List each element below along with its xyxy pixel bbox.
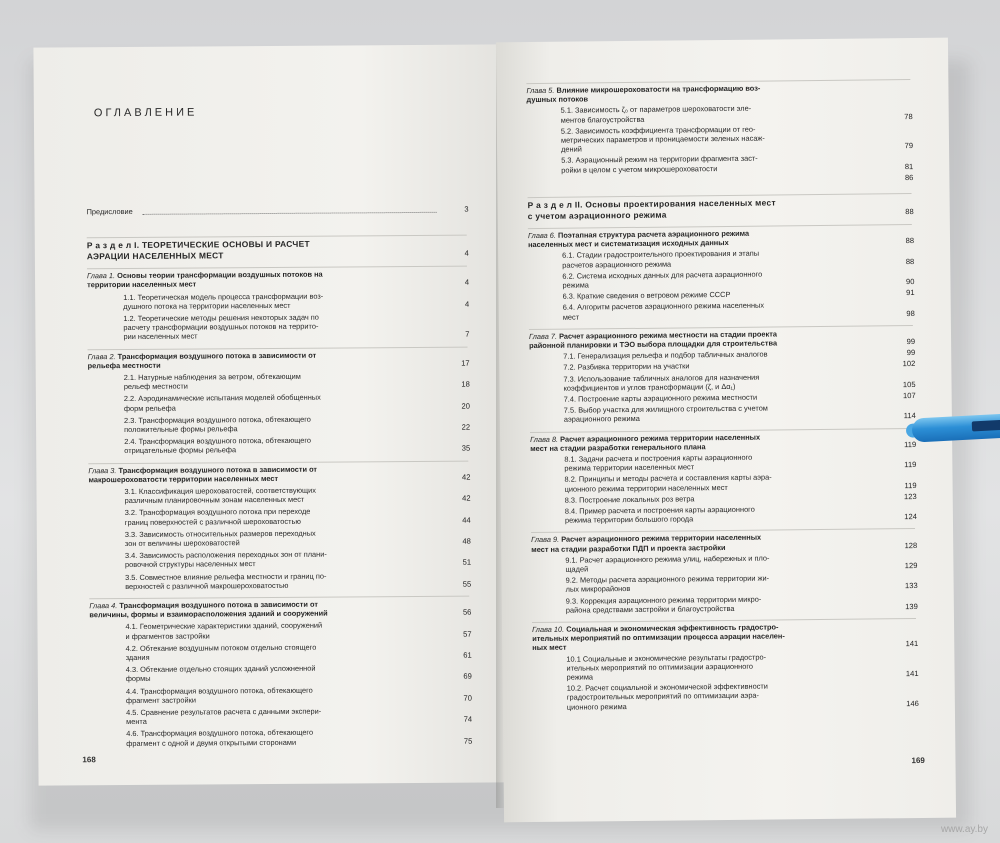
- page-number: 114: [903, 411, 916, 421]
- toc-entry-line: ительных мероприятий по оптимизации аэрационного: [566, 661, 754, 673]
- toc-entry-line: 3.5. Совместное влияние рельефа местности и границ по-: [125, 571, 327, 582]
- toc-entry-chapter: [89, 599, 439, 620]
- toc-entry-line: 4.6. Трансформация воздушного потока, обтекающего: [126, 728, 314, 739]
- toc-entry-chapter: [88, 349, 438, 370]
- toc-entry-line: Р а з д е л I. ТЕОРЕТИЧЕСКИЕ ОСНОВЫ И РАСЧЕТ: [86, 238, 310, 251]
- toc-entry-sub: [561, 153, 881, 175]
- toc-entry-sub: [124, 414, 438, 435]
- toc-entry-line: 2.4. Трансформация воздушного потока, обтекающего: [124, 435, 312, 447]
- page-number: 99: [906, 348, 916, 358]
- toc-entry-line: 5.2. Зависимость коэффициента трансформации от гео-: [560, 124, 756, 136]
- toc-entry-line: рельеф местности: [123, 381, 188, 392]
- chapter-label: Глава 3.: [88, 465, 119, 475]
- page-number: 119: [904, 460, 917, 470]
- toc-entry-line: ных мест: [532, 643, 567, 653]
- toc-entry-line: 6.3. Краткие сведения о ветровом режиме СССР: [562, 290, 731, 301]
- toc-entry-sub: [126, 663, 440, 684]
- chapter-label: Глава 6.: [527, 230, 559, 241]
- toc-entry-line: величины, формы и взаиморасположения зданий и сооружений: [89, 608, 328, 620]
- page-number: 141: [905, 668, 919, 679]
- toc-entry-line: душных потоков: [526, 94, 589, 105]
- toc-entry-sub: [124, 392, 438, 413]
- toc-entry-line: 2.1. Натурные наблюдения за ветром, обтекающим: [123, 371, 301, 383]
- toc-entry-line: режима: [562, 280, 589, 290]
- toc-entry-line: 2.3. Трансформация воздушного потока, обтекающего: [124, 414, 311, 425]
- toc-entry-line: и фрагментов застройки: [125, 631, 210, 641]
- toc-entry-sub: [125, 570, 439, 591]
- toc-entry-line: макрошероховатости территории населенных мест: [88, 473, 279, 485]
- toc-entry-line: фрагмент с одной и двумя открытыми сторонами: [126, 737, 297, 748]
- page-number: 123: [903, 491, 917, 501]
- chapter-title: Социальная и экономическая эффективность градостро-: [566, 622, 779, 634]
- toc-entry-chapter: [530, 431, 884, 453]
- page-number: 128: [904, 540, 918, 550]
- right-page: [496, 38, 956, 823]
- toc-entry-line: 9.2. Методы расчета аэрационного режима территории жи-: [565, 573, 770, 585]
- page-number: 61: [463, 650, 472, 660]
- toc-entry-line: 8.3. Построение локальных роз ветра: [564, 494, 695, 505]
- page-number: 124: [904, 512, 917, 522]
- page-number: 42: [462, 493, 471, 503]
- toc-entry-line: расчетов аэрационного режима: [562, 259, 672, 270]
- page-number: 141: [905, 639, 919, 649]
- toc-entry-sub: [563, 371, 883, 393]
- chapter-label: Глава 10.: [532, 624, 567, 635]
- toc-entry-sub: [564, 391, 884, 404]
- toc-entry-line: дений: [561, 144, 582, 154]
- page-number: 133: [904, 581, 918, 591]
- toc-entry-sub: [123, 312, 437, 342]
- toc-entry-line: 4.1. Геометрические характеристики зданий, сооружений: [125, 621, 323, 632]
- page-number: 22: [461, 422, 471, 432]
- toc-entry-line: рии населенных мест: [123, 331, 198, 342]
- toc-entry-line: 10.2. Расчет социальной и экономической эффективности: [566, 681, 768, 693]
- toc-entry-line: отрицательные формы рельефа: [124, 445, 237, 456]
- page-number: 57: [463, 629, 472, 639]
- page-number: 70: [463, 693, 473, 703]
- toc-entry-line: 7.4. Построение карты аэрационного режима местности: [563, 392, 758, 404]
- toc-entry-sub: [125, 528, 439, 549]
- toc-entry-line: 7.1. Генерализация рельефа и подбор табличных аналогов: [563, 349, 768, 361]
- toc-entry-sub: [566, 593, 886, 615]
- page-number: 105: [902, 379, 916, 389]
- toc-entry-line: 9.1. Расчет аэрационного режима улиц, набережных и пло-: [565, 553, 770, 565]
- toc-entry-sub: [564, 451, 884, 473]
- toc-entry-sub: [125, 549, 439, 570]
- page-number: 7: [465, 329, 470, 340]
- toc-entry-sub: [566, 651, 886, 682]
- toc-entry-sub: [561, 123, 881, 154]
- page-number: 81: [904, 161, 914, 171]
- toc-entry-line: 2.2. Аэродинамические испытания моделей обобщенных: [123, 393, 321, 404]
- toc-entry-line: аэрационного режима: [563, 414, 640, 425]
- toc-entry-line: 7.3. Использование табличных аналогов для назначения: [563, 372, 760, 384]
- toc-entry-sub: [563, 300, 883, 322]
- toc-entry-line: мест: [562, 312, 580, 322]
- toc-entry-chapter: [528, 227, 882, 249]
- chapter-label: Глава 8.: [530, 434, 561, 444]
- toc-entry-line: 3.3. Зависимость относительных размеров переходных: [124, 528, 316, 539]
- page-number: 44: [462, 515, 471, 525]
- toc-entry-sub: [564, 403, 884, 425]
- toc-entry-line: ционного режима территории населенных мест: [564, 482, 728, 494]
- page-number: 146: [906, 698, 919, 708]
- toc-entry-sub: [567, 681, 887, 712]
- toc-entry-sub: [124, 435, 438, 456]
- toc-entry-line: мест на стадии разработки ПДП и проекта застройки: [531, 542, 726, 554]
- page-number: 91: [906, 288, 915, 298]
- toc-entry-line: 8.2. Принципы и методы расчета и составления карты аэра-: [564, 472, 772, 485]
- toc-entry-sub: [565, 552, 885, 574]
- toc-entry-line: 7.5. Выбор участка для жилищного строительства с учетом: [563, 403, 768, 415]
- page-number: 86: [904, 172, 914, 182]
- toc-entry-line: населенных мест и систематизация исходных данных: [528, 238, 729, 250]
- toc-entry-sub: [562, 248, 882, 270]
- chapter-label: Глава 1.: [86, 271, 118, 281]
- toc-entry-line: районной планировки и ТЭО выбора площадки для строительства: [529, 338, 778, 351]
- page-number: 4: [464, 277, 470, 288]
- page-number: 69: [463, 671, 472, 682]
- toc-entry-line: 9.3. Коррекция аэрационного режима территории микро-: [565, 594, 762, 606]
- page-number: 88: [905, 236, 915, 246]
- toc-entry-sub: [123, 290, 437, 311]
- toc-entry-chapter: [531, 532, 885, 554]
- toc-entry-line: рельефа местности: [87, 360, 161, 371]
- toc-entry-sub: [562, 268, 882, 290]
- toc-entry-line: ровочной структуры населенных мест: [125, 559, 256, 570]
- page-number: 48: [462, 536, 471, 546]
- toc-entry-line: 3.1. Классификация шероховатостей, соответствующих: [124, 485, 316, 497]
- page-number: 98: [906, 308, 915, 318]
- toc-entry-sub: [565, 492, 885, 505]
- toc-entry-line: 4.4. Трансформация воздушного потока, обтекающего: [125, 685, 313, 696]
- toc-entry-sub: [124, 485, 438, 506]
- toc-entry-sub: [124, 371, 438, 392]
- toc-entry-sub: [125, 506, 439, 527]
- pen-clip: [972, 420, 1000, 432]
- toc-entry-line: положительные формы рельефа: [124, 424, 238, 435]
- page-number: 102: [902, 359, 916, 369]
- page-number: 51: [462, 557, 472, 568]
- page-number: 119: [904, 480, 917, 490]
- chapter-title: Трансформация воздушного потока в зависимости от: [117, 350, 317, 361]
- toc-entry-line: ройки в целом с учетом микрошероховатости: [561, 163, 718, 175]
- page-number: 139: [905, 601, 918, 611]
- toc-entry-line: 7.2. Разбивка территории на участки: [563, 361, 690, 373]
- page-number: 88: [905, 256, 915, 266]
- chapter-title: Расчет аэрационного режима территории населенных: [561, 533, 762, 545]
- toc-entry-line: формы: [125, 674, 151, 684]
- toc-entry-line: 10.1 Социальные и экономические результаты градостро-: [566, 652, 767, 664]
- watermark: www.ay.by: [940, 824, 988, 835]
- toc-entry-line: 4.5. Сравнение результатов расчета с данными экспери-: [126, 706, 322, 718]
- page-number: 78: [904, 111, 913, 121]
- page-number: 74: [463, 714, 473, 724]
- chapter-label: Глава 4.: [89, 601, 120, 611]
- toc-heading: ОГЛАВЛЕНИЕ: [93, 106, 198, 120]
- toc-entry-line: зон от величины шероховатостей: [124, 538, 240, 549]
- toc-entry-line: метрических параметров и проницаемости зеленых насаж-: [560, 133, 765, 145]
- chapter-label: Глава 5.: [526, 85, 557, 96]
- toc-entry-line: верхностей с различной макрошероховатостью: [125, 580, 289, 591]
- toc-entry-sub: [125, 620, 439, 641]
- page-number: 119: [904, 439, 917, 449]
- toc-entry-line: мента: [126, 717, 147, 727]
- toc-entry-line: 5.3. Аэрационный режим на территории фрагмента заст-: [561, 154, 758, 166]
- toc-entry-sub: [126, 684, 440, 705]
- page-number: 129: [904, 561, 918, 571]
- chapter-title: Трансформация воздушного потока в зависимости от: [119, 599, 318, 611]
- toc-entry-sub: [561, 103, 881, 125]
- blue-pen: [911, 407, 1000, 448]
- toc-entry-line: щадей: [565, 564, 589, 574]
- toc-entry-line: 3.2. Трансформация воздушного потока при переходе: [124, 507, 311, 518]
- toc-entry-line: 4.3. Обтекание отдельно стоящих зданий усложненной: [125, 663, 316, 675]
- toc-entry-chapter: [88, 463, 438, 484]
- page-number: 18: [461, 379, 470, 389]
- toc-entry-line: градостроительных мероприятий по оптимизации аэра-: [566, 691, 760, 703]
- toc-entry-line: с учетом аэрационного режима: [527, 209, 667, 221]
- toc-entry-line: 8.4. Пример расчета и построения карты аэрационного: [564, 504, 755, 516]
- toc-entry-line: режима: [566, 672, 594, 682]
- toc-entry-sub: [126, 727, 440, 748]
- toc-entry-line: фрагмент застройки: [125, 695, 197, 705]
- left-folio: 168: [82, 755, 96, 765]
- toc-entry-chapter: [529, 328, 883, 350]
- toc-entry-line: мест на стадии разработки генерального плана: [530, 442, 706, 453]
- toc-entry-line: лых микрорайонов: [565, 584, 631, 595]
- toc-entry-line: ментов благоустройства: [560, 114, 645, 125]
- toc-entry-line: Р а з д е л II. Основы проектирования населенных мест: [527, 197, 776, 211]
- toc-entry-plain: [87, 205, 437, 217]
- toc-entry-line: АЭРАЦИИ НАСЕЛЕННЫХ МЕСТ: [86, 250, 224, 261]
- chapter-label: Глава 2.: [87, 351, 118, 361]
- chapter-label: Глава 9.: [531, 535, 562, 545]
- page-number: 35: [461, 443, 471, 454]
- toc-entry-line: района средствами застройки и благоустройства: [565, 603, 735, 615]
- toc-entry-line: расчету трансформации воздушных потоков на террито-: [123, 321, 319, 333]
- chapter-title: Расчет аэрационного режима местности на стадии проекта: [559, 329, 777, 341]
- page-number: 107: [902, 391, 916, 401]
- page-number: 4: [464, 248, 469, 258]
- page-number: 75: [463, 736, 473, 746]
- toc-entry-sub: [564, 472, 884, 494]
- toc-entry-line: 6.4. Алгоритм расчетов аэрационного режима населенных: [562, 300, 765, 313]
- toc-entry-chapter: [526, 82, 880, 104]
- toc-entry-sub: [563, 360, 883, 373]
- page-number: 88: [905, 206, 914, 216]
- toc-entry-line: 8.1. Задачи расчета и построения карты аэрационного: [564, 452, 753, 464]
- page-number: 55: [462, 579, 472, 589]
- toc-entry-line: 5.1. Зависимость ζ₀ от параметров шероховатости эле-: [560, 104, 752, 116]
- right-folio: 169: [911, 755, 925, 766]
- toc-entry-line: режима территории населенных мест: [564, 462, 695, 473]
- toc-entry-sub: [563, 289, 883, 302]
- toc-entry-line: 1.1. Теоретическая модель процесса трансформации воз-: [123, 291, 324, 302]
- toc-entry-section: [528, 196, 882, 221]
- chapter-title: Основы теории трансформации воздушных потоков на: [117, 269, 323, 281]
- page-number: 3: [464, 204, 469, 214]
- toc-entry-line: 4.2. Обтекание воздушным потоком отдельно стоящего: [125, 642, 317, 653]
- page-number: 99: [906, 337, 916, 347]
- page-number: 17: [461, 358, 470, 368]
- page-number: 4: [464, 299, 470, 309]
- page-number: 90: [905, 277, 915, 287]
- toc-entry-line: различным планировочным зонам населенных мест: [124, 494, 305, 506]
- page-number: 56: [462, 607, 472, 617]
- toc-entry-sub: [565, 503, 885, 525]
- toc-entry-line: 6.2. Система исходных данных для расчета аэрационного: [562, 269, 763, 281]
- toc-entry-line: ционного режима: [566, 701, 627, 712]
- left-page: [33, 44, 504, 785]
- toc-entry-sub: [566, 573, 886, 595]
- page-number: 79: [904, 141, 914, 151]
- toc-entry-chapter: [532, 621, 886, 652]
- toc-entry-line: 1.2. Теоретические методы решения некоторых задач по: [123, 312, 319, 324]
- toc-entry-line: Предисловие: [86, 206, 133, 217]
- toc-entry-chapter: [87, 269, 437, 290]
- page-number: 20: [461, 401, 470, 411]
- toc-entry-line: 3.4. Зависимость расположения переходных зон от плани-: [124, 549, 327, 561]
- chapter-title: Поэтапная структура расчета аэрационного режима: [557, 228, 750, 240]
- toc-entry-sub: [126, 706, 440, 727]
- toc-entry-line: границ поверхностей с различной шероховатостью: [124, 516, 301, 527]
- chapter-title: Трансформация воздушного потока в зависимости от: [118, 464, 318, 475]
- toc-entry-line: 6.1. Стадии градостроительного проектирования и этапы: [562, 249, 760, 261]
- toc-entry-sub: [563, 349, 883, 362]
- chapter-title: Влияние микрошероховатости на трансформацию воз-: [556, 83, 761, 95]
- toc-entry-line: ительных мероприятий по оптимизации процесса аэрации населен-: [532, 631, 785, 644]
- toc-entry-line: здания: [125, 652, 150, 663]
- chapter-label: Глава 7.: [528, 331, 560, 341]
- page-number: 42: [461, 472, 471, 482]
- toc-entry-line: душного потока на территории населенных мест: [123, 300, 291, 311]
- toc-entry-line: режима территории большого города: [564, 514, 694, 525]
- chapter-title: Расчет аэрационного режима территории населенных: [560, 432, 761, 444]
- toc-entry-sub: [126, 642, 440, 663]
- toc-entry-line: территории населенных мест: [87, 279, 197, 290]
- toc-entry-line: форм рельефа: [123, 403, 176, 413]
- toc-entry-section: [87, 238, 437, 261]
- toc-entry-line: коэффициентов и углов трансформации (ζ, и Δα₁): [563, 381, 736, 393]
